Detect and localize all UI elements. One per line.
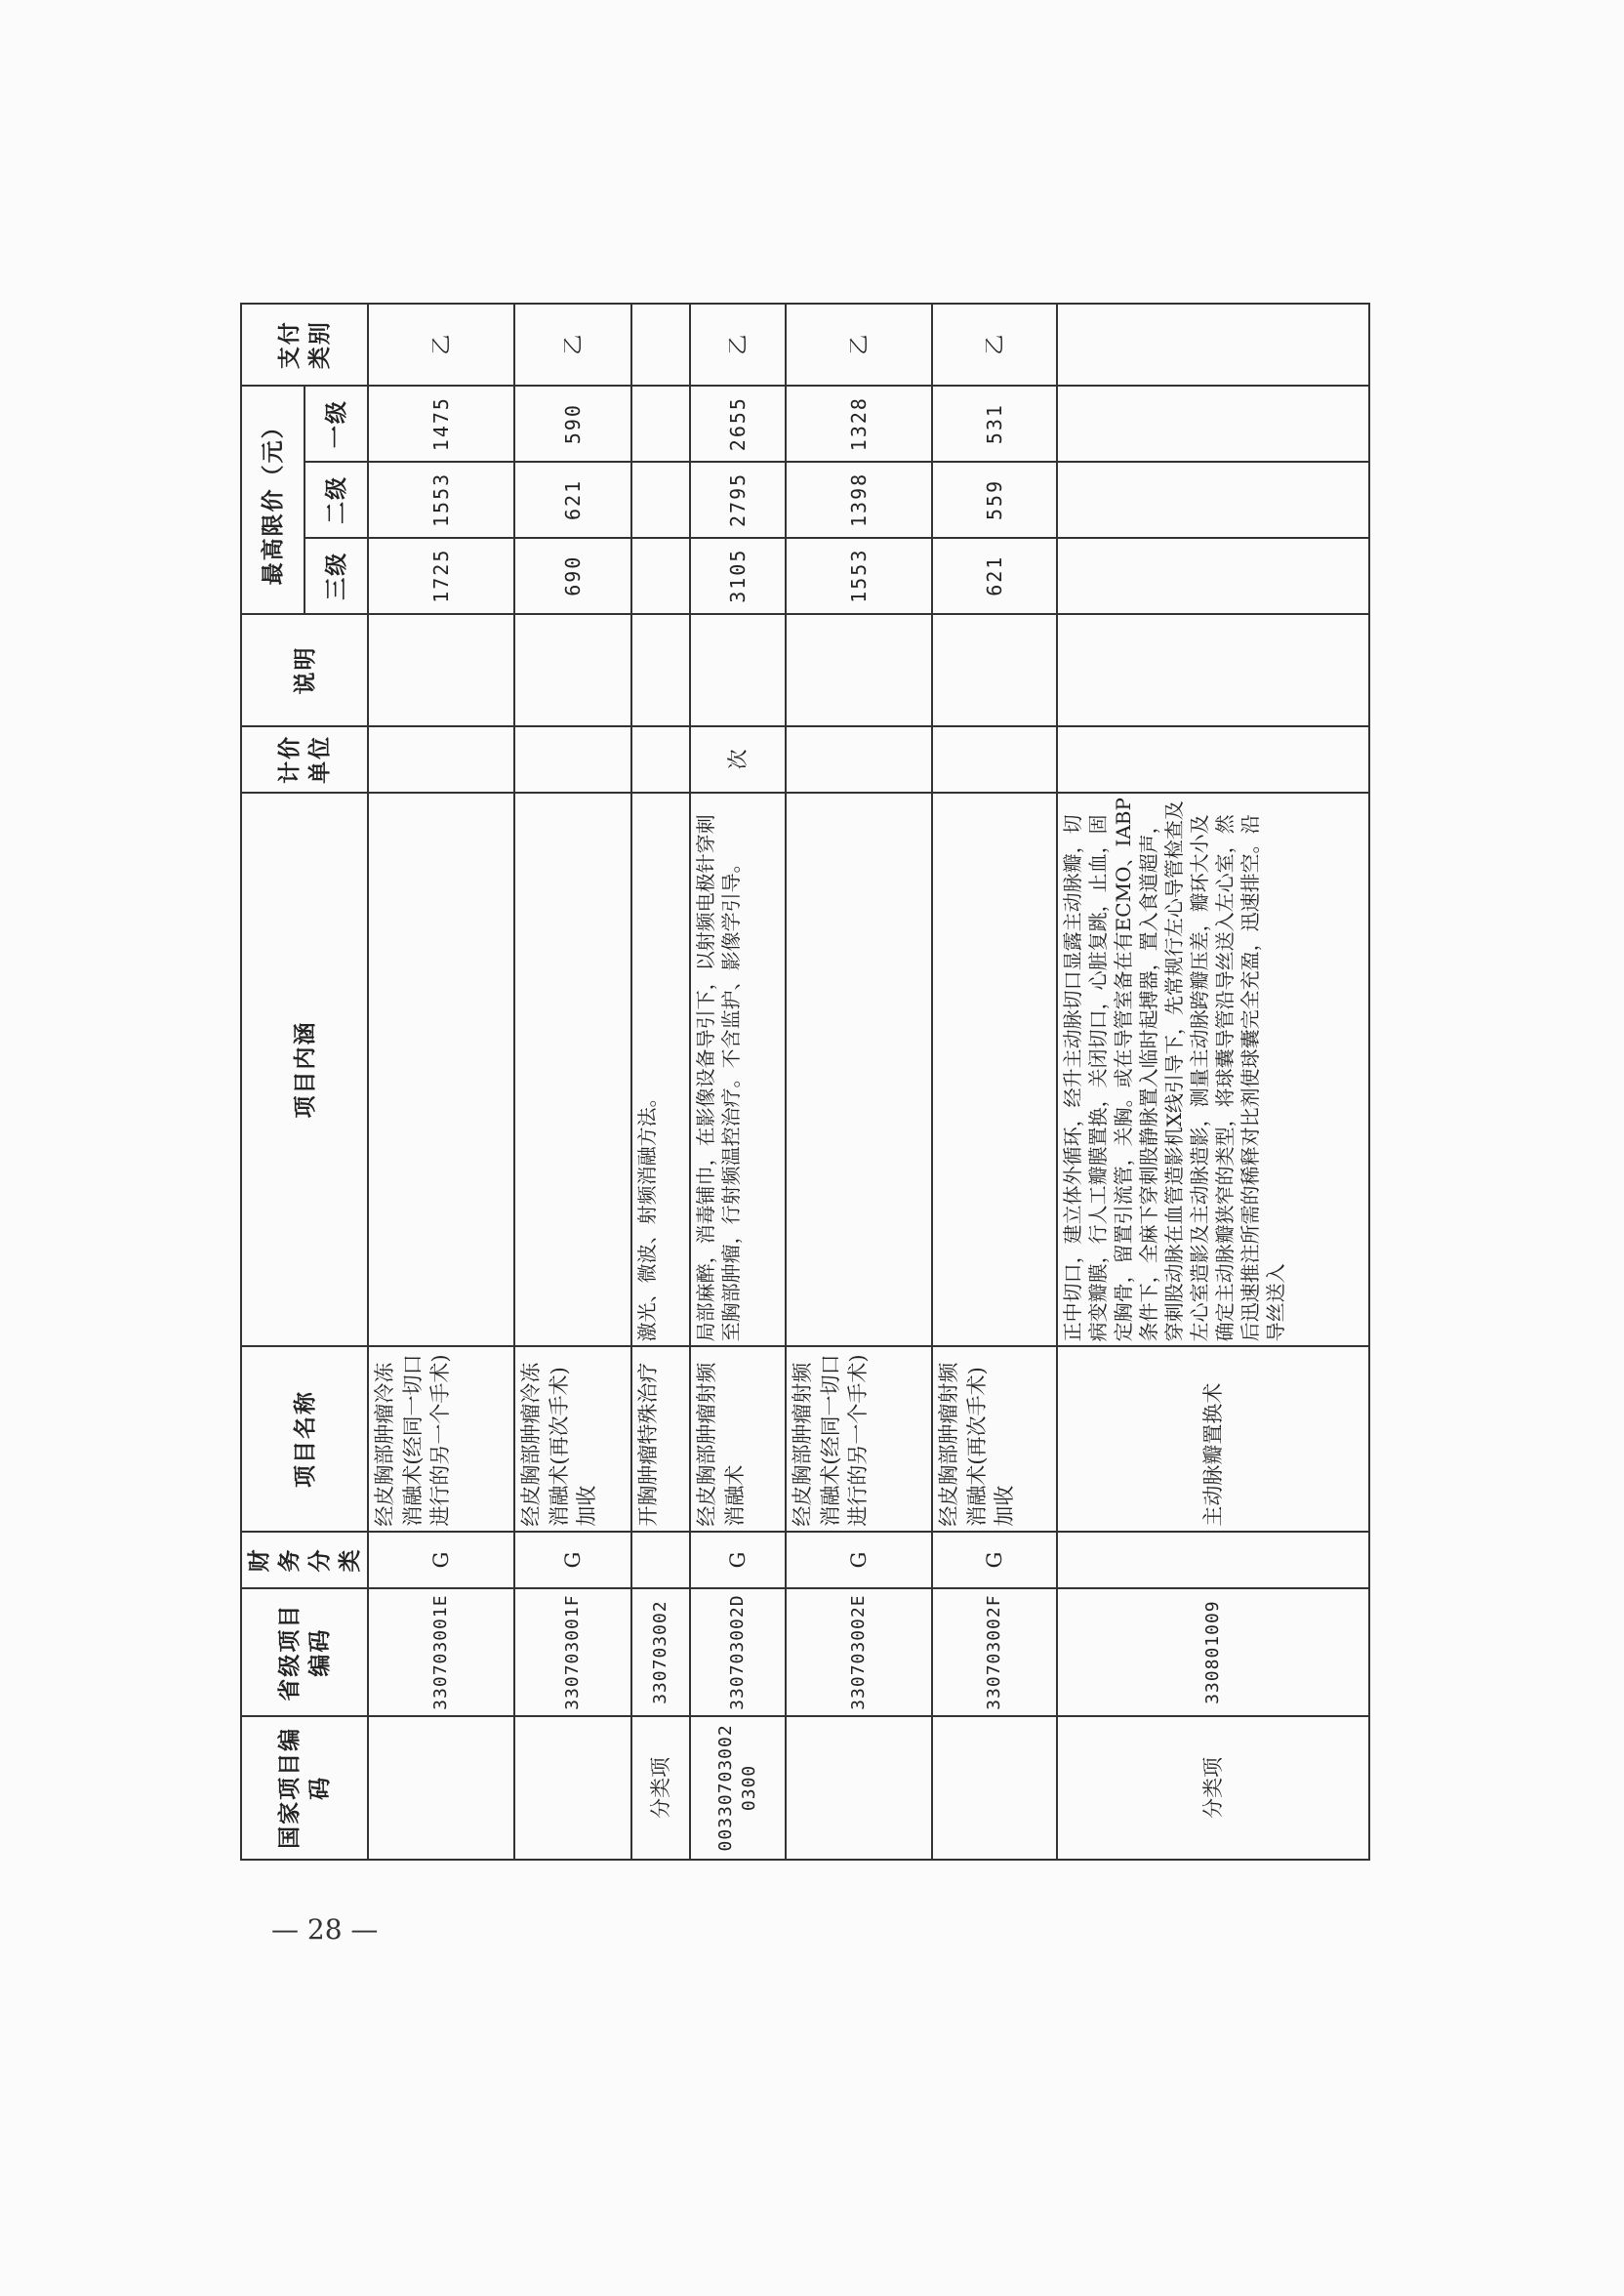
payment-type-cell: 乙 (932, 304, 1057, 386)
national-code-cell (514, 1716, 631, 1860)
description-cell (786, 614, 932, 727)
national-code-cell (368, 1716, 514, 1860)
item-name-cell: 经皮胸部肿瘤射频消融术(经同一切口进行的另一个手术) (786, 1346, 932, 1531)
item-content-cell: 局部麻醉，消毒铺巾，在影像设备导引下，以射频电极针穿刺至胸部肿瘤，行射频温控治疗。不含监护、影像学引导。 (690, 793, 786, 1347)
table-row (690, 304, 786, 1860)
item-name-cell: 经皮胸部肿瘤射频消融术 (690, 1346, 786, 1531)
finance-class-cell (631, 1532, 690, 1589)
header-provincial-code: 省级项目编码 (241, 1588, 368, 1715)
level3-price-cell: 690 (514, 538, 631, 614)
national-code-cell: 003307030020300 (690, 1716, 786, 1860)
provincial-code-cell: 330703001E (368, 1588, 514, 1715)
header-item-name: 项目名称 (241, 1346, 368, 1531)
rotated-table-container (240, 303, 1327, 1861)
table-row (1057, 304, 1369, 1860)
header-item-content: 项目内涵 (241, 793, 368, 1347)
level3-price-cell: 1725 (368, 538, 514, 614)
table-row (932, 304, 1057, 1860)
payment-type-cell: 乙 (368, 304, 514, 386)
provincial-code-cell: 330703002D (690, 1588, 786, 1715)
provincial-code-cell: 330801009 (1057, 1588, 1369, 1715)
level1-price-cell: 2655 (690, 386, 786, 462)
provincial-code-cell: 330703002 (631, 1588, 690, 1715)
payment-type-cell: 乙 (786, 304, 932, 386)
level3-price-cell: 1553 (786, 538, 932, 614)
payment-type-cell: 乙 (514, 304, 631, 386)
header-description: 说明 (241, 614, 368, 727)
table-row (631, 304, 690, 1860)
level2-price-cell (631, 462, 690, 538)
national-code-cell (786, 1716, 932, 1860)
item-name-cell: 经皮胸部肿瘤射频消融术(再次手术)加收 (932, 1346, 1057, 1531)
payment-type-cell: 乙 (690, 304, 786, 386)
provincial-code-cell: 330703002E (786, 1588, 932, 1715)
pricing-unit-cell (631, 726, 690, 792)
level2-price-cell: 1398 (786, 462, 932, 538)
pricing-unit-cell (1057, 726, 1369, 792)
level1-price-cell: 590 (514, 386, 631, 462)
finance-class-cell: G (514, 1532, 631, 1589)
header-finance-class: 财务分类 (241, 1532, 368, 1589)
finance-class-cell (1057, 1532, 1369, 1589)
finance-class-cell: G (690, 1532, 786, 1589)
level2-price-cell: 1553 (368, 462, 514, 538)
description-cell (368, 614, 514, 727)
level1-price-cell: 531 (932, 386, 1057, 462)
header-national-code: 国家项目编码 (241, 1716, 368, 1860)
item-content-cell (514, 793, 631, 1347)
description-cell (932, 614, 1057, 727)
table-row (368, 304, 514, 1860)
finance-class-cell: G (932, 1532, 1057, 1589)
item-name-cell: 经皮胸部肿瘤冷冻消融术(再次手术)加收 (514, 1346, 631, 1531)
pricing-unit-cell (514, 726, 631, 792)
national-code-cell (932, 1716, 1057, 1860)
item-name-cell: 开胸肿瘤特殊治疗 (631, 1346, 690, 1531)
level2-price-cell: 2795 (690, 462, 786, 538)
description-cell (514, 614, 631, 727)
header-pricing-unit: 计价单位 (241, 726, 368, 792)
provincial-code-cell: 330703001F (514, 1588, 631, 1715)
level2-price-cell: 621 (514, 462, 631, 538)
item-content-cell: 正中切口，建立体外循环，经升主动脉切口显露主动脉瓣，切病变瓣膜，行人工瓣膜置换，关闭切口，心脏复跳，止血，固定胸骨，留置引流管，关胸。或在导管室备在有ECMO、IABP条件下，全麻下穿刺股静脉置入临时起搏器，置入食道超声，穿刺股动脉在血管造影机X线引导下，先常规行左心导管检查及左心室造影及主动脉造影，测量主动脉跨瓣压差，瓣环大小及确定主动脉瓣狭窄的类型，将球囊导管沿导丝送入左心室，然后迅速推注所需的稀释对比剂使球囊完全充盈，迅速排空。沿导丝送入 (1057, 793, 1369, 1347)
provincial-code-cell: 330703002F (932, 1588, 1057, 1715)
header-payment-type: 支付类别 (241, 304, 368, 386)
table-row (786, 304, 932, 1860)
description-cell (1057, 614, 1369, 727)
pricing-unit-cell (932, 726, 1057, 792)
national-code-cell: 分类项 (631, 1716, 690, 1860)
level3-price-cell: 621 (932, 538, 1057, 614)
item-content-cell (786, 793, 932, 1347)
level2-price-cell (1057, 462, 1369, 538)
header-level3: 三级 (304, 538, 368, 614)
level1-price-cell: 1475 (368, 386, 514, 462)
level1-price-cell (1057, 386, 1369, 462)
payment-type-cell (1057, 304, 1369, 386)
item-content-cell: 激光、微波、射频消融方法。 (631, 793, 690, 1347)
level3-price-cell: 3105 (690, 538, 786, 614)
finance-class-cell: G (786, 1532, 932, 1589)
level1-price-cell (631, 386, 690, 462)
header-level1: 一级 (304, 386, 368, 462)
item-name-cell: 主动脉瓣置换术 (1057, 1346, 1369, 1531)
header-max-price: 最高限价（元） (241, 386, 304, 613)
payment-type-cell (631, 304, 690, 386)
item-content-cell (368, 793, 514, 1347)
item-content-cell (932, 793, 1057, 1347)
header-level2: 二级 (304, 462, 368, 538)
page-number: — 28 — (271, 1913, 379, 1946)
level2-price-cell: 559 (932, 462, 1057, 538)
price-table (240, 303, 1370, 1861)
finance-class-cell: G (368, 1532, 514, 1589)
pricing-unit-cell (368, 726, 514, 792)
level1-price-cell: 1328 (786, 386, 932, 462)
item-name-cell: 经皮胸部肿瘤冷冻消融术(经同一切口进行的另一个手术) (368, 1346, 514, 1531)
level3-price-cell (631, 538, 690, 614)
level3-price-cell (1057, 538, 1369, 614)
description-cell (690, 614, 786, 727)
national-code-cell: 分类项 (1057, 1716, 1369, 1860)
description-cell (631, 614, 690, 727)
pricing-unit-cell: 次 (690, 726, 786, 792)
table-row (514, 304, 631, 1860)
pricing-unit-cell (786, 726, 932, 792)
